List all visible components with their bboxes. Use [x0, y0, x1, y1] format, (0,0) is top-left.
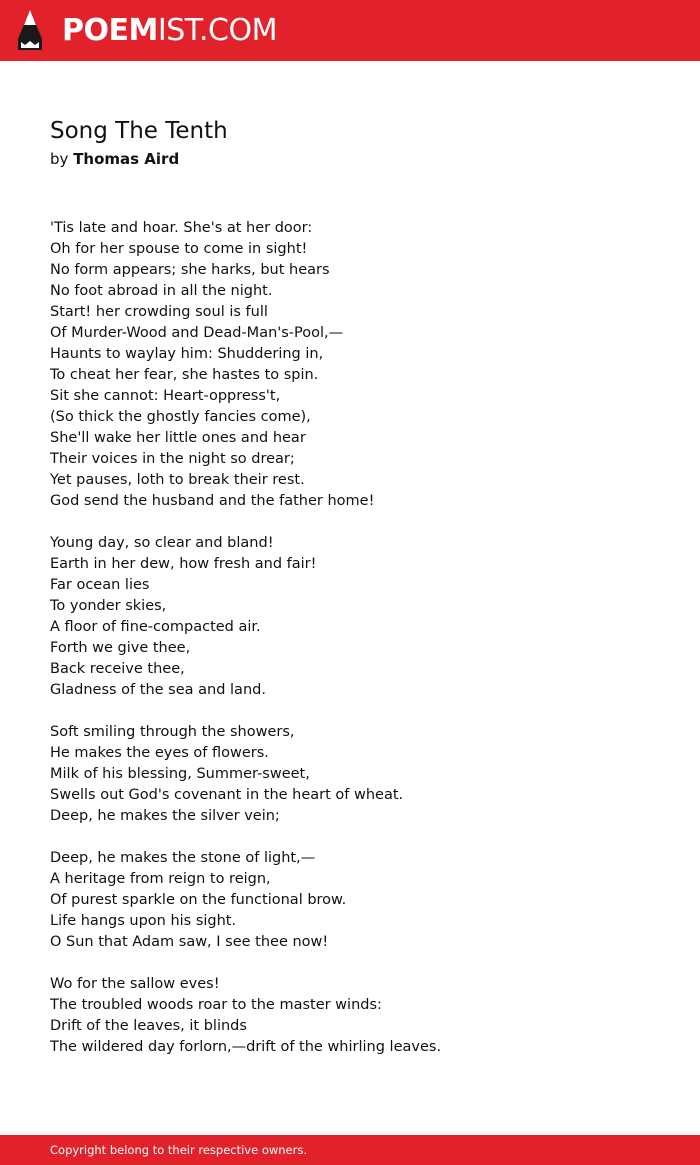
- stanza: [50, 974, 441, 1058]
- poem-line: To cheat her fear, she hastes to spin.: [50, 367, 319, 383]
- poem-line: Haunts to waylay him: Shuddering in,: [50, 346, 324, 362]
- poem-line: God send the husband and the father home!: [50, 493, 375, 509]
- stanza: [50, 218, 441, 512]
- poem-line: 'Tis late and hoar. She's at her door:: [50, 220, 313, 236]
- poem-line: He makes the eyes of flowers.: [50, 745, 269, 761]
- pencil-icon: [17, 9, 43, 51]
- stanza-gap: [50, 512, 441, 533]
- poem-line: To yonder skies,: [50, 598, 167, 614]
- poem-line: Life hangs upon his sight.: [50, 913, 237, 929]
- poem-line: Swells out God's covenant in the heart of wheat.: [50, 787, 404, 803]
- poem-line: Their voices in the night so drear;: [50, 451, 295, 467]
- poem-title: Song The Tenth: [50, 118, 228, 144]
- logo-light-text: IST.COM: [157, 13, 277, 48]
- poem-line: Deep, he makes the silver vein;: [50, 808, 280, 824]
- poem-line: The troubled woods roar to the master winds:: [50, 997, 382, 1013]
- poem-line: A floor of fine-compacted air.: [50, 619, 261, 635]
- stanza: [50, 722, 441, 827]
- poem-line: Deep, he makes the stone of light,—: [50, 850, 316, 866]
- poem-line: A heritage from reign to reign,: [50, 871, 271, 887]
- stanza: [50, 533, 441, 701]
- poem-line: Far ocean lies: [50, 577, 150, 593]
- poem-line: Drift of the leaves, it blinds: [50, 1018, 247, 1034]
- poem-line: Forth we give thee,: [50, 640, 191, 656]
- poem-line: Of Murder-Wood and Dead-Man's-Pool,—: [50, 325, 344, 341]
- poem-line: She'll wake her little ones and hear: [50, 430, 306, 446]
- stanza-gap: [50, 701, 441, 722]
- poem-line: Soft smiling through the showers,: [50, 724, 295, 740]
- stanza-gap: [50, 827, 441, 848]
- stanza: [50, 848, 441, 953]
- poem-line: Oh for her spouse to come in sight!: [50, 241, 308, 257]
- poem-line: No foot abroad in all the night.: [50, 283, 273, 299]
- poem-line: Of purest sparkle on the functional brow.: [50, 892, 347, 908]
- by-label: by: [50, 150, 69, 168]
- poem-body: [50, 218, 441, 1058]
- poem-line: (So thick the ghostly fancies come),: [50, 409, 311, 425]
- site-footer: [0, 1135, 700, 1165]
- byline: [50, 148, 179, 170]
- poem-line: Milk of his blessing, Summer-sweet,: [50, 766, 310, 782]
- poem-line: Gladness of the sea and land.: [50, 682, 266, 698]
- poem-line: Back receive thee,: [50, 661, 185, 677]
- poem-line: Start! her crowding soul is full: [50, 304, 268, 320]
- site-logo[interactable]: [62, 11, 277, 51]
- poem-line: Earth in her dew, how fresh and fair!: [50, 556, 317, 572]
- poem-line: O Sun that Adam saw, I see thee now!: [50, 934, 329, 950]
- site-header: [0, 0, 700, 61]
- author-name: Thomas Aird: [73, 150, 180, 168]
- poem-line: Young day, so clear and bland!: [50, 535, 274, 551]
- stanza-gap: [50, 953, 441, 974]
- poem-line: The wildered day forlorn,—drift of the whirling leaves.: [50, 1039, 442, 1055]
- logo-bold-text: POEM: [62, 13, 158, 48]
- poem-line: No form appears; she harks, but hears: [50, 262, 330, 278]
- poem-line: Yet pauses, loth to break their rest.: [50, 472, 305, 488]
- copyright-text: Copyright belong to their respective owners.: [50, 1143, 308, 1157]
- poem-line: Sit she cannot: Heart-oppress't,: [50, 388, 281, 404]
- poem-line: Wo for the sallow eves!: [50, 976, 220, 992]
